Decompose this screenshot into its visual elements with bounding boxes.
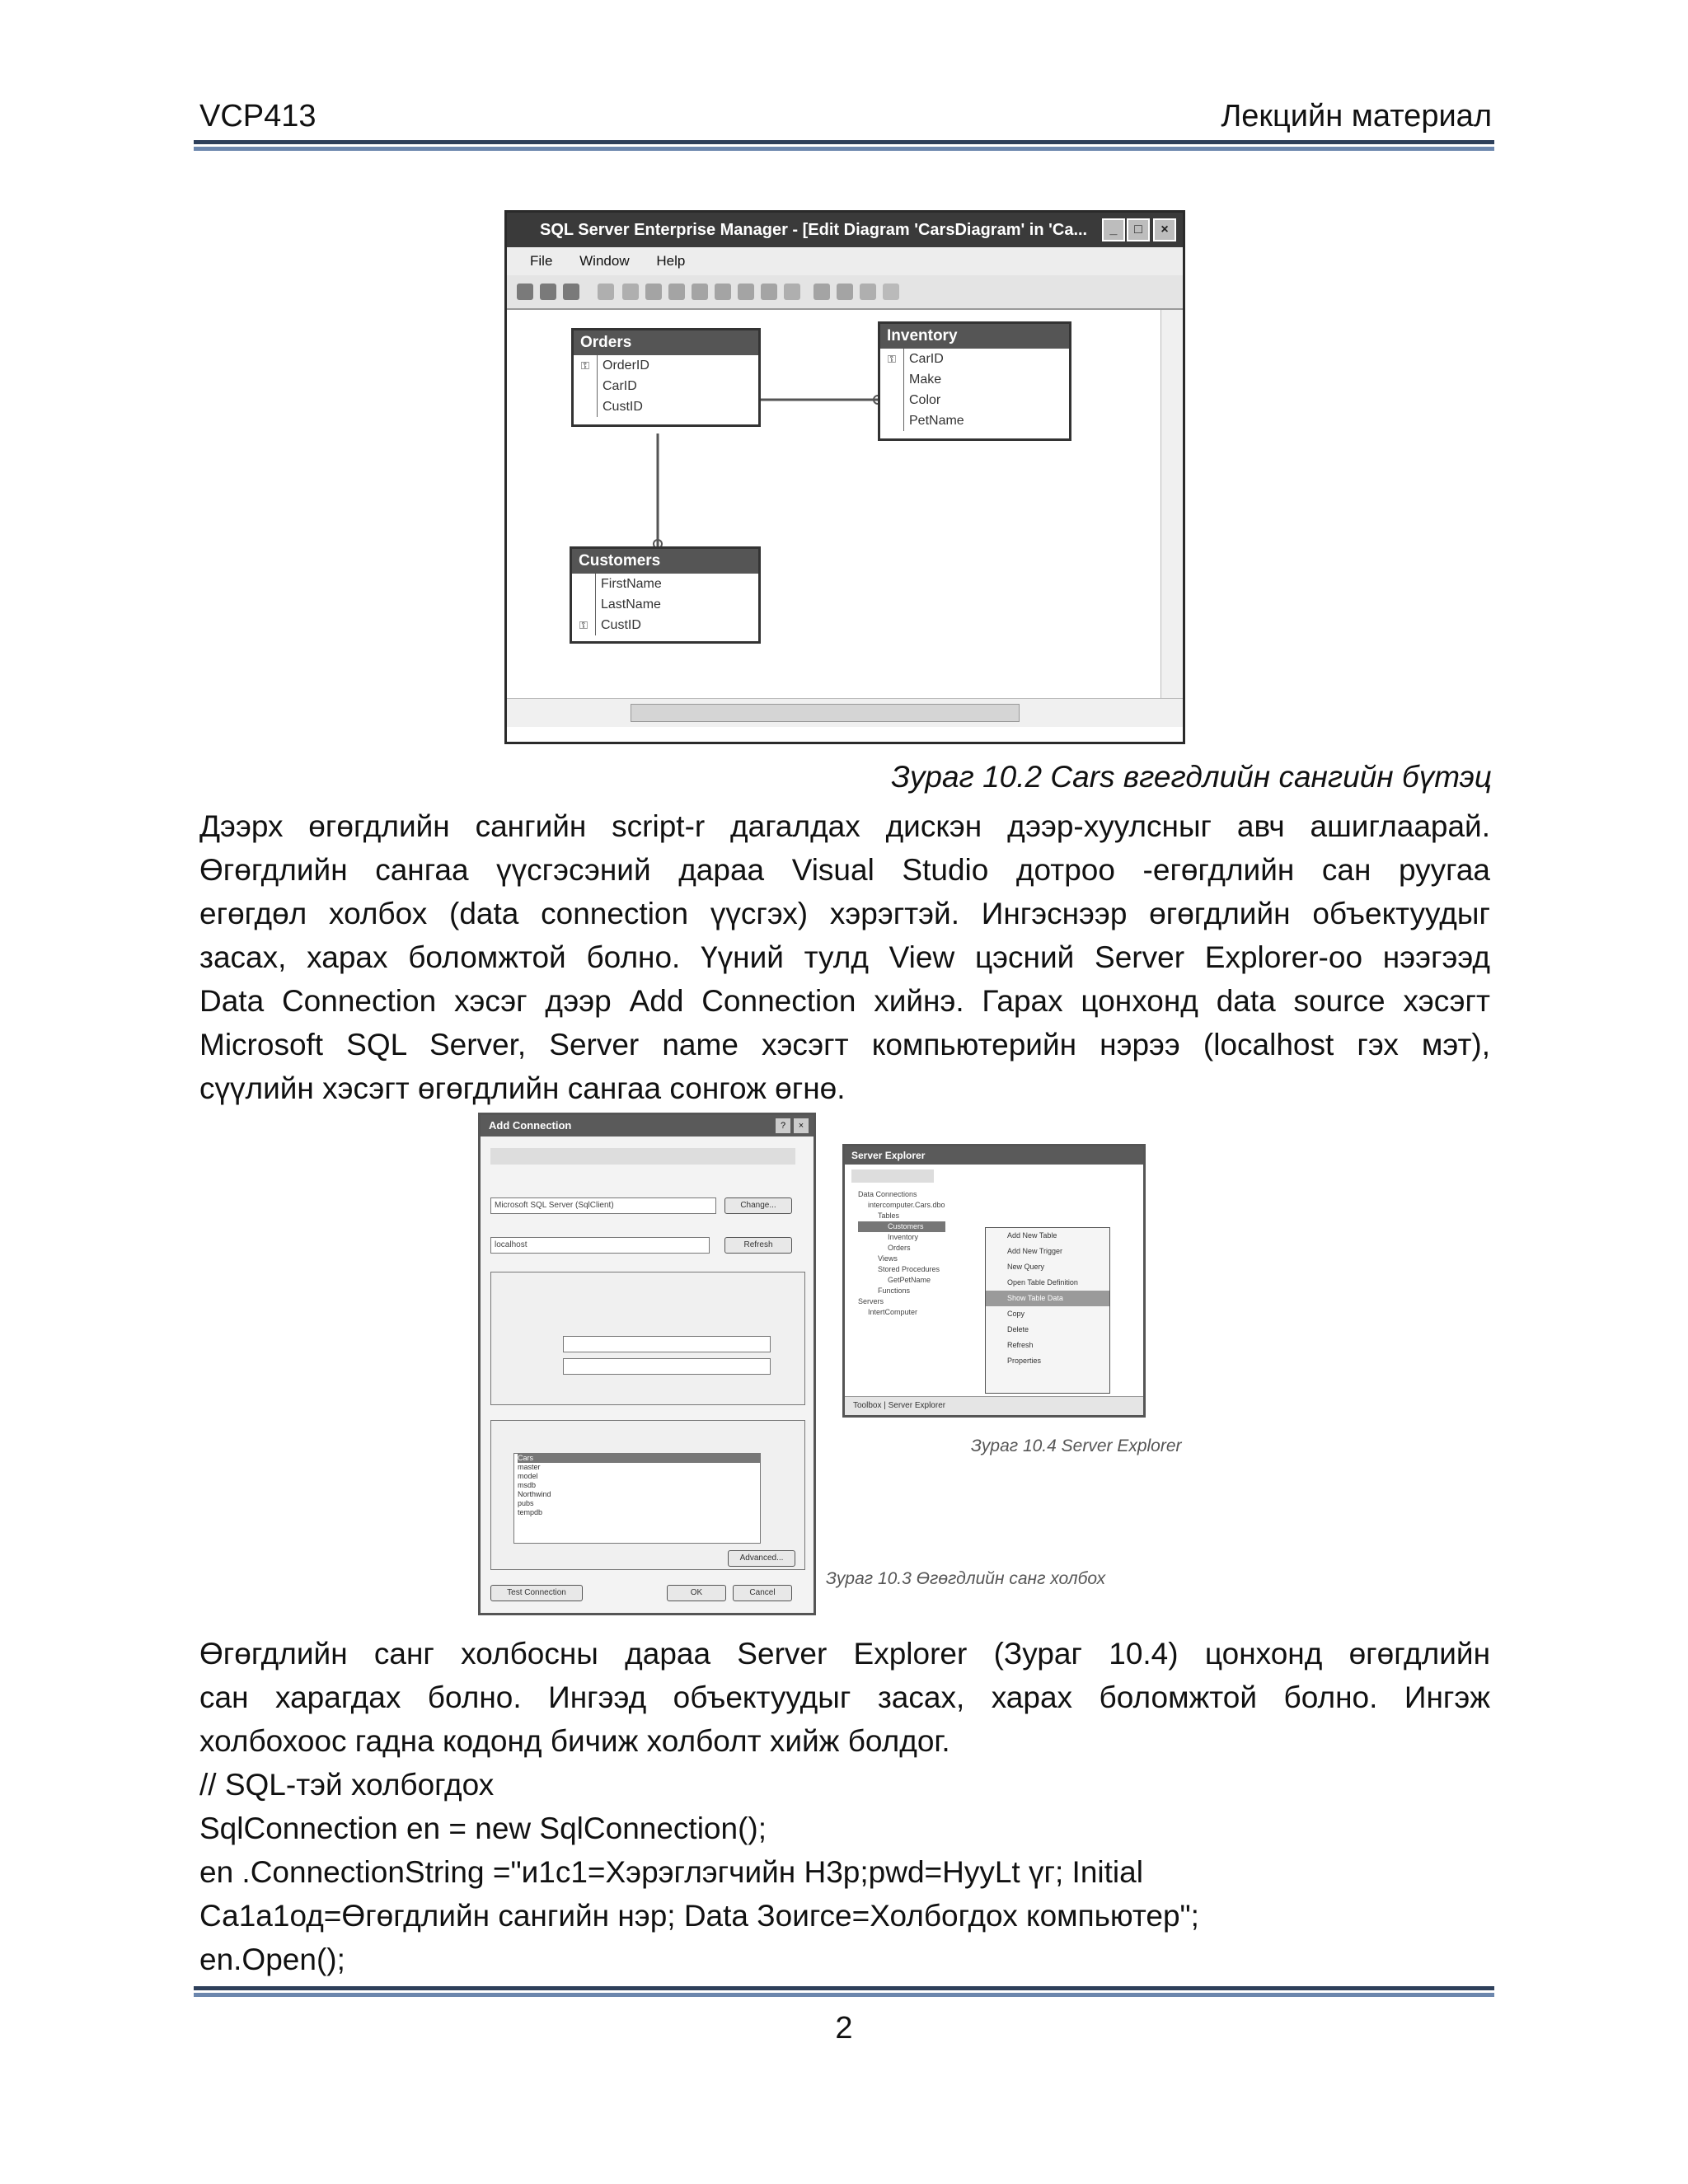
- table-inventory-title: Inventory: [880, 324, 1069, 349]
- close-icon: ×: [1153, 218, 1176, 241]
- pin-icon: [860, 284, 876, 300]
- indexes-icon: [814, 284, 830, 300]
- column-lastname: LastName: [601, 598, 661, 612]
- text-line: сан харагдах болно. Ингээд объектуудыг засах, харах боломжтой болно. Ингэж: [199, 1680, 1490, 1714]
- code-line: en .ConnectionString ="и1с1=Хэрэглэгчийн Н3р;pwd=НуyLt үг; Initial: [199, 1855, 1143, 1889]
- column-carid: CarID: [909, 352, 944, 366]
- close-icon: ×: [794, 1118, 809, 1133]
- column-make: Make: [909, 373, 942, 387]
- tree-item: Functions: [878, 1286, 911, 1295]
- tree-item: Inventory: [888, 1233, 919, 1241]
- code-line: Са1а1од=Өгөгдлийн сангийн нэр; Data Зоигсе=Холбогдох компьютер";: [199, 1899, 1199, 1933]
- menu-item: Copy: [1007, 1310, 1025, 1318]
- database-item: Northwind: [518, 1490, 551, 1498]
- figure-server-explorer: [842, 1144, 1146, 1418]
- table-orders: [571, 328, 761, 427]
- tree-item: IntertComputer: [868, 1308, 918, 1316]
- primary-key-icon: ⚿: [572, 615, 596, 635]
- instructions-text: [490, 1148, 795, 1165]
- menu-item: New Query: [1007, 1263, 1045, 1271]
- server-name-field: localhost: [490, 1237, 710, 1254]
- window-title: SQL Server Enterprise Manager - [Edit Diagram 'CarsDiagram' in 'Ca...: [540, 221, 1088, 239]
- code-line: en.Open();: [199, 1943, 345, 1976]
- text-line: Өгөгдлийн санг холбосны дараа Server Explorer (Зураг 10.4) цонхонд өгөгдлийн: [199, 1637, 1490, 1671]
- primary-key-icon: ⚿: [880, 349, 904, 369]
- tree-item: Views: [878, 1254, 898, 1263]
- ok-button: OK: [667, 1585, 726, 1601]
- cut-icon: [622, 284, 639, 300]
- maximize-icon: □: [1127, 218, 1150, 241]
- paste-icon: [668, 284, 685, 300]
- test-connection-button: Test Connection: [490, 1585, 583, 1601]
- vertical-scrollbar: [1160, 310, 1183, 699]
- horizontal-scrollbar: [507, 698, 1183, 727]
- username-field: [563, 1336, 771, 1352]
- header-rule: [194, 140, 1494, 151]
- menu-item: Properties: [1007, 1357, 1042, 1365]
- column-orderid: OrderID: [603, 359, 649, 373]
- layout-icon: [761, 284, 777, 300]
- column-color: Color: [909, 393, 941, 407]
- code-line: // SQL-тэй холбогдох: [199, 1768, 495, 1802]
- password-field: [563, 1358, 771, 1375]
- change-button: Change...: [724, 1197, 792, 1214]
- tree-item: Data Connections: [858, 1190, 917, 1198]
- footer-rule: [194, 1986, 1494, 1997]
- text-line: холбохоос гадна кодонд бичиж холболт хийж болдог.: [199, 1724, 950, 1758]
- dialog-title: Add Connection: [481, 1115, 814, 1137]
- tree-item: Servers: [858, 1297, 884, 1305]
- minimize-icon: _: [1102, 218, 1125, 241]
- cancel-button: Cancel: [733, 1585, 792, 1601]
- tree-item: GetPetName: [888, 1276, 931, 1284]
- menu-help: Help: [656, 253, 686, 269]
- column-custid: CustID: [603, 400, 643, 414]
- filter-icon: [784, 284, 800, 300]
- database-item: msdb: [518, 1481, 537, 1489]
- code-line: SqlConnection en = new SqlConnection();: [199, 1811, 767, 1845]
- column-carid: CarID: [603, 379, 637, 393]
- tree-item-selected: Customers: [858, 1221, 945, 1232]
- header-title: Лекцийн материал: [1221, 99, 1492, 134]
- column-custid: CustID: [601, 618, 641, 632]
- diagram-canvas: [507, 310, 1161, 699]
- primary-key-icon: ⚿: [574, 355, 598, 376]
- copy-icon: [645, 284, 662, 300]
- database-item: pubs: [518, 1499, 534, 1507]
- figure-10-4-caption: Зураг 10.4 Server Explorer: [971, 1436, 1182, 1455]
- menu-bar: [507, 247, 1183, 276]
- figure-10-2-caption: Зураг 10.2 Cars вгегдлийн сангийн бүтэц: [891, 760, 1492, 794]
- table-icon: [598, 284, 614, 300]
- header-course-code: VCP413: [199, 99, 316, 134]
- grid-icon: [883, 284, 899, 300]
- advanced-button: Advanced...: [728, 1550, 795, 1567]
- add-table-icon: [692, 284, 708, 300]
- paragraph-server-explorer: [199, 1632, 1490, 1763]
- column-petname: PetName: [909, 414, 964, 428]
- save-icon: [517, 284, 533, 300]
- relationship-icon: [715, 284, 731, 300]
- database-item-cars: Cars: [518, 1454, 760, 1463]
- text-line: Microsoft SQL Server, Server name хэсэгт компьютерийн нэрээ (localhost гэх мэт),: [199, 1028, 1490, 1062]
- text-line: сүүлийн хэсэгт өгөгдлийн сангаа сонгож өгнө.: [199, 1071, 846, 1105]
- text-line: засах, харах боломжтой болно. Үүний тулд View цэсний Server Explorer-оо нээгээд: [199, 940, 1490, 974]
- server-explorer-title: Server Explorer: [845, 1146, 1143, 1165]
- toolbar: [507, 275, 1183, 310]
- table-customers: [570, 546, 761, 644]
- refresh-button: Refresh: [724, 1237, 792, 1254]
- column-firstname: FirstName: [601, 577, 662, 591]
- figure-10-3-caption: Зураг 10.3 Өгөгдлийн санг холбох: [826, 1569, 1106, 1588]
- menu-item-selected: Show Table Data: [986, 1291, 1109, 1306]
- tree-item: Orders: [888, 1244, 911, 1252]
- database-list: [513, 1453, 761, 1544]
- explorer-footer-tabs: Toolbox | Server Explorer: [845, 1396, 1143, 1415]
- table-inventory: [878, 321, 1071, 441]
- table-customers-title: Customers: [572, 549, 758, 574]
- paragraph-connection-intro: [199, 804, 1490, 1110]
- text-line: Өгөгдлийн сангаа үүсгэсэний дараа Visual Studio дотроо -егөгдлийн сан руугаа: [199, 853, 1490, 887]
- tree-item: Stored Procedures: [878, 1265, 940, 1273]
- menu-item: Delete: [1007, 1325, 1029, 1333]
- open-icon: [540, 284, 556, 300]
- text-line: Data Connection хэсэг дээр Add Connection хийнэ. Гарах цонхонд data source хэсэгт: [199, 984, 1490, 1018]
- context-menu: [985, 1227, 1110, 1394]
- menu-file: File: [530, 253, 553, 269]
- database-item: master: [518, 1463, 541, 1471]
- figure-enterprise-manager: [504, 210, 1185, 744]
- tree-item: intercomputer.Cars.dbo: [868, 1201, 945, 1209]
- menu-window: Window: [579, 253, 630, 269]
- page-number: 2: [835, 2011, 853, 2046]
- tree-item: Tables: [878, 1212, 900, 1220]
- menu-item: Add New Trigger: [1007, 1247, 1063, 1255]
- print-icon: [563, 284, 579, 300]
- database-item: model: [518, 1472, 538, 1480]
- window-titlebar: [507, 213, 1183, 247]
- data-source-field: Microsoft SQL Server (SqlClient): [490, 1197, 716, 1214]
- text-line: егөгдөл холбох (data connection үүсгэх) хэрэгтэй. Ингэснээр өгөгдлийн объектуудыг: [199, 897, 1490, 930]
- explorer-tree: [858, 1189, 945, 1318]
- help-icon: ?: [776, 1118, 790, 1133]
- menu-item: Refresh: [1007, 1341, 1034, 1349]
- properties-icon: [837, 284, 853, 300]
- database-item: tempdb: [518, 1508, 543, 1516]
- explorer-toolbar: [851, 1169, 934, 1183]
- text-line: Дээрх өгөгдлийн сангийн script-r дагалдах дискэн дээр-хуулсныг авч ашиглаарай.: [199, 809, 1490, 843]
- menu-item: Open Table Definition: [1007, 1278, 1078, 1286]
- zoom-icon: [738, 284, 754, 300]
- figure-add-connection: [478, 1113, 816, 1615]
- table-orders-title: Orders: [574, 330, 758, 355]
- code-block: [199, 1763, 1199, 1981]
- menu-item: Add New Table: [1007, 1231, 1057, 1240]
